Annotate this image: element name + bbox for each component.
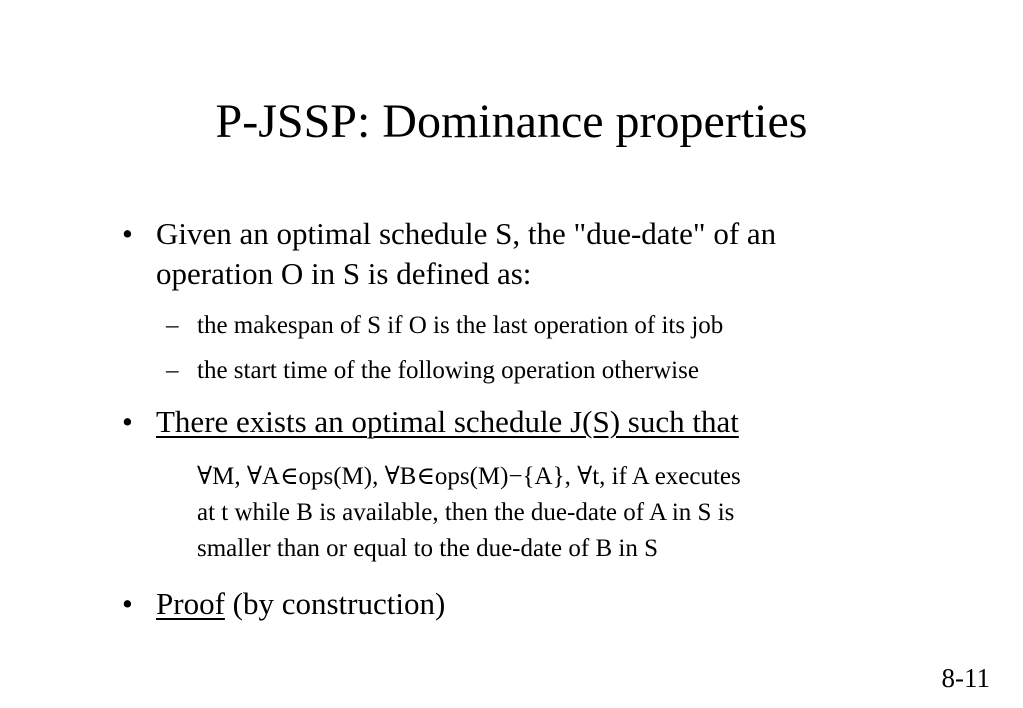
bullet-line: Given an optimal schedule S, the "due-date" of an [156,216,777,251]
bullet-marker: • [122,216,133,251]
slide-title: P-JSSP: Dominance properties [215,95,808,148]
proof-rest-text: (by construction) [224,586,446,621]
page-number: 8-11 [941,663,990,693]
dominance-formula [197,459,917,567]
formula-line: ∀M, ∀A∈ops(M), ∀B∈ops(M)−{A}, ∀t, if A executes [197,463,741,490]
sub-marker: – [166,357,179,384]
bullet-marker: • [122,404,133,439]
sub-marker: – [166,312,179,339]
bullet-underlined-text: There exists an optimal schedule J(S) such that [156,404,739,439]
bullet-marker: • [122,586,133,621]
sub-item-text: the makespan of S if O is the last operation of its job [197,312,724,339]
bullet-text-container [156,402,926,442]
proof-label: Proof [156,586,225,621]
bullet-text-container [156,584,926,624]
formula-line: at t while B is available, then the due-date of A in S is [197,499,735,526]
bullet-line: operation O in S is defined as: [156,256,532,291]
sub-item-text: the start time of the following operation otherwise [197,357,699,384]
bullet-text [156,214,926,294]
formula-line: smaller than or equal to the due-date of B in S [197,535,658,562]
